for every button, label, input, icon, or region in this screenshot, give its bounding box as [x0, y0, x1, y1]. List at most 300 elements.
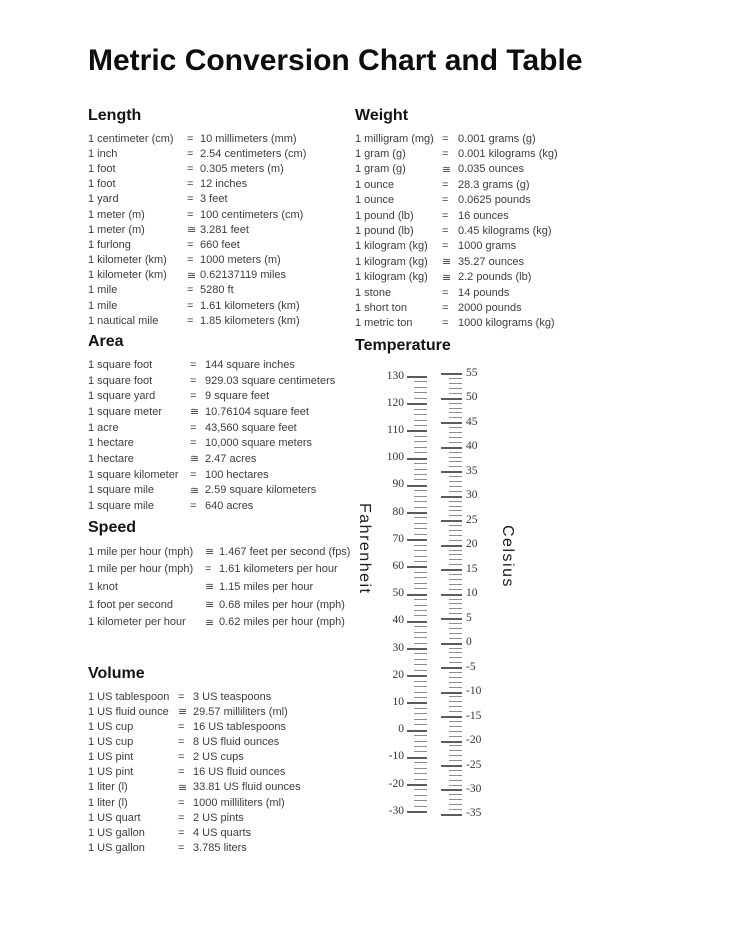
conversion-row — [88, 483, 335, 499]
tick-label-fahrenheit: -30 — [388, 804, 404, 817]
minor-tick-fahrenheit — [414, 800, 427, 801]
row-term: 1 gram (g) — [355, 163, 406, 176]
conversion-row — [88, 543, 350, 561]
major-tick-celsius — [441, 398, 462, 400]
equals-sign: = — [187, 314, 194, 327]
conversion-row — [88, 840, 301, 855]
tick-label-fahrenheit: 120 — [386, 396, 404, 409]
conversion-row — [88, 596, 350, 614]
minor-tick-celsius — [449, 736, 462, 737]
tick-label-fahrenheit: 90 — [392, 478, 404, 491]
section-volume — [88, 665, 301, 856]
major-tick-fahrenheit — [407, 376, 427, 378]
conversion-row — [88, 253, 306, 268]
minor-tick-celsius — [449, 550, 462, 551]
tick-label-fahrenheit: 40 — [392, 614, 404, 627]
minor-tick-celsius — [449, 608, 462, 609]
row-term: 1 metric ton — [355, 317, 413, 330]
conversion-row — [355, 254, 558, 269]
major-tick-celsius — [441, 716, 462, 718]
conversion-row — [355, 146, 558, 161]
conversion-row — [88, 689, 301, 704]
minor-tick-fahrenheit — [414, 686, 427, 687]
tick-label-celsius: 55 — [466, 366, 478, 379]
row-value: 0.62137119 miles — [200, 269, 287, 282]
row-term: 1 centimeter (cm) — [88, 132, 174, 145]
row-value: 3.281 feet — [200, 223, 249, 236]
conversion-row — [88, 268, 306, 283]
row-value: 3.785 liters — [193, 841, 247, 854]
row-term: 1 hectare — [88, 437, 134, 450]
minor-tick-celsius — [449, 750, 462, 751]
equals-sign: = — [178, 751, 185, 764]
equals-sign: = — [442, 178, 449, 191]
minor-tick-celsius — [449, 599, 462, 600]
tick-label-celsius: 25 — [466, 513, 478, 526]
minor-tick-celsius — [449, 648, 462, 649]
minor-tick-celsius — [449, 466, 462, 467]
major-tick-celsius — [441, 692, 462, 694]
row-term: 1 short ton — [355, 301, 407, 314]
row-term: 1 meter (m) — [88, 208, 145, 221]
minor-tick-fahrenheit — [414, 420, 427, 421]
major-tick-celsius — [441, 741, 462, 743]
row-term: 1 kilogram (kg) — [355, 255, 428, 268]
minor-tick-fahrenheit — [414, 550, 427, 551]
minor-tick-fahrenheit — [414, 469, 427, 470]
minor-tick-fahrenheit — [414, 436, 427, 437]
minor-tick-fahrenheit — [414, 659, 427, 660]
minor-tick-fahrenheit — [414, 441, 427, 442]
minor-tick-fahrenheit — [414, 507, 427, 508]
major-tick-fahrenheit — [407, 458, 427, 460]
minor-tick-fahrenheit — [414, 387, 427, 388]
major-tick-fahrenheit — [407, 648, 427, 650]
tick-label-fahrenheit: 110 — [387, 423, 404, 436]
conversion-row — [88, 177, 306, 192]
minor-tick-celsius — [449, 574, 462, 575]
tick-label-celsius: -15 — [466, 709, 482, 722]
minor-tick-celsius — [449, 491, 462, 492]
page-title: Metric Conversion Chart and Table — [88, 44, 583, 77]
minor-tick-fahrenheit — [414, 643, 427, 644]
major-tick-celsius — [441, 667, 462, 669]
row-value: 10,000 square meters — [205, 437, 313, 450]
row-term: 1 foot — [88, 162, 116, 175]
row-term: 1 square foot — [88, 358, 153, 371]
equals-sign: = — [187, 254, 194, 267]
equals-sign: = — [187, 284, 194, 297]
major-tick-celsius — [441, 496, 462, 498]
conversion-row — [88, 283, 306, 298]
equals-sign: ≅ — [205, 599, 215, 612]
minor-tick-celsius — [449, 682, 462, 683]
row-value: 929.03 square centimeters — [205, 374, 336, 387]
row-term: 1 kilometer per hour — [88, 616, 186, 629]
row-term: 1 square mile — [88, 500, 155, 513]
minor-tick-celsius — [449, 535, 462, 536]
row-value: 0.001 kilograms (kg) — [458, 148, 558, 161]
equals-sign: = — [190, 374, 197, 387]
minor-tick-celsius — [449, 775, 462, 776]
major-tick-fahrenheit — [407, 702, 427, 704]
section-temperature — [355, 337, 545, 852]
row-value: 0.68 miles per hour (mph) — [219, 598, 345, 611]
tick-label-fahrenheit: 10 — [392, 695, 404, 708]
major-tick-fahrenheit — [407, 730, 427, 732]
length-table — [88, 131, 306, 328]
row-value: 43,560 square feet — [205, 421, 297, 434]
row-value: 1000 milliliters (ml) — [193, 796, 285, 809]
row-term: 1 US fluid ounce — [88, 705, 169, 718]
conversion-row — [88, 237, 306, 252]
row-value: 2 US cups — [193, 751, 244, 764]
conversion-row — [355, 239, 558, 254]
equals-sign: = — [442, 317, 449, 330]
row-term: 1 liter (l) — [88, 796, 128, 809]
minor-tick-celsius — [449, 412, 462, 413]
tick-label-fahrenheit: 100 — [386, 451, 404, 464]
weight-heading: Weight — [355, 107, 409, 124]
equals-sign: = — [178, 766, 185, 779]
conversion-row — [88, 435, 335, 451]
tick-label-celsius: 45 — [466, 415, 478, 428]
equals-sign: ≅ — [190, 453, 200, 466]
speed-heading: Speed — [88, 519, 137, 536]
row-value: 10 millimeters (mm) — [200, 132, 297, 145]
row-value: 100 centimeters (cm) — [200, 208, 304, 221]
tick-label-celsius: -35 — [466, 807, 482, 820]
row-term: 1 square meter — [88, 405, 162, 418]
row-term: 1 US gallon — [88, 826, 145, 839]
minor-tick-celsius — [449, 677, 462, 678]
minor-tick-celsius — [449, 393, 462, 394]
row-term: 1 mile — [88, 299, 118, 312]
minor-tick-celsius — [449, 457, 462, 458]
conversion-row — [88, 451, 335, 467]
minor-tick-celsius — [449, 745, 462, 746]
conversion-row — [88, 131, 306, 146]
minor-tick-celsius — [449, 628, 462, 629]
row-value: 2.54 centimeters (cm) — [200, 147, 307, 160]
row-value: 1000 meters (m) — [200, 254, 281, 267]
conversion-row — [88, 313, 306, 328]
minor-tick-fahrenheit — [414, 632, 427, 633]
row-value: 640 acres — [205, 500, 254, 513]
minor-tick-fahrenheit — [414, 664, 427, 665]
row-term: 1 knot — [88, 580, 118, 593]
row-value: 35.27 ounces — [458, 255, 525, 268]
minor-tick-celsius — [449, 486, 462, 487]
row-term: 1 square mile — [88, 484, 155, 497]
row-value: 16 US tablespoons — [193, 720, 286, 733]
row-value: 1.61 kilometers (km) — [200, 299, 300, 312]
conversion-row — [88, 161, 306, 176]
row-term: 1 square yard — [88, 390, 156, 403]
row-term: 1 foot — [88, 178, 116, 191]
minor-tick-fahrenheit — [414, 463, 427, 464]
minor-tick-fahrenheit — [414, 692, 427, 693]
row-value: 4 US quarts — [193, 826, 252, 839]
row-value: 2.47 acres — [205, 452, 257, 465]
minor-tick-celsius — [449, 731, 462, 732]
minor-tick-fahrenheit — [414, 746, 427, 747]
conversion-row — [355, 300, 558, 315]
minor-tick-fahrenheit — [414, 719, 427, 720]
minor-tick-fahrenheit — [414, 681, 427, 682]
equals-sign: = — [190, 390, 197, 403]
minor-tick-fahrenheit — [414, 517, 427, 518]
equals-sign: ≅ — [178, 706, 188, 719]
row-value: 2.59 square kilometers — [205, 484, 317, 497]
conversion-row — [355, 131, 558, 146]
row-term: 1 kilometer (km) — [88, 269, 167, 282]
minor-tick-fahrenheit — [414, 452, 427, 453]
equals-sign: = — [178, 720, 185, 733]
minor-tick-celsius — [449, 432, 462, 433]
row-value: 5280 ft — [200, 284, 234, 297]
conversion-row — [355, 285, 558, 300]
tick-label-fahrenheit: 30 — [392, 641, 404, 654]
minor-tick-celsius — [449, 461, 462, 462]
minor-tick-fahrenheit — [414, 583, 427, 584]
equals-sign: ≅ — [205, 581, 215, 594]
equals-sign: ≅ — [442, 271, 452, 284]
conversion-row — [88, 825, 301, 840]
conversion-row — [355, 162, 558, 177]
row-term: 1 mile per hour (mph) — [88, 545, 194, 558]
tick-label-celsius: 40 — [466, 440, 478, 453]
minor-tick-celsius — [449, 530, 462, 531]
minor-tick-celsius — [449, 726, 462, 727]
equals-sign: = — [178, 690, 185, 703]
equals-sign: = — [187, 162, 194, 175]
equals-sign: = — [190, 358, 197, 371]
row-value: 33.81 US fluid ounces — [193, 781, 301, 794]
tick-label-fahrenheit: 70 — [392, 532, 404, 545]
equals-sign: = — [442, 209, 449, 222]
row-value: 1.467 feet per second (fps) — [219, 545, 351, 558]
conversion-row — [88, 498, 335, 514]
row-term: 1 hectare — [88, 452, 134, 465]
conversion-row — [88, 357, 335, 373]
row-value: 660 feet — [200, 238, 240, 251]
tick-label-fahrenheit: -20 — [388, 777, 404, 790]
conversion-row — [88, 613, 350, 631]
row-term: 1 foot per second — [88, 598, 174, 611]
row-value: 3 feet — [200, 193, 228, 206]
volume-table — [88, 689, 301, 856]
equals-sign: ≅ — [442, 256, 452, 269]
minor-tick-fahrenheit — [414, 392, 427, 393]
major-tick-fahrenheit — [407, 430, 427, 432]
row-term: 1 square foot — [88, 374, 153, 387]
minor-tick-fahrenheit — [414, 773, 427, 774]
equals-sign: ≅ — [442, 163, 452, 176]
row-term: 1 US tablespoon — [88, 690, 170, 703]
conversion-row — [88, 146, 306, 161]
minor-tick-fahrenheit — [414, 414, 427, 415]
fahrenheit-axis-label: Fahrenheit — [356, 503, 373, 595]
row-term: 1 liter (l) — [88, 781, 128, 794]
equals-sign: = — [187, 132, 194, 145]
row-term: 1 mile per hour (mph) — [88, 563, 194, 576]
minor-tick-celsius — [449, 417, 462, 418]
minor-tick-celsius — [449, 383, 462, 384]
celsius-axis-label: Celsius — [499, 525, 516, 588]
tick-label-celsius: 15 — [466, 562, 478, 575]
minor-tick-fahrenheit — [414, 561, 427, 562]
row-term: 1 US cup — [88, 720, 134, 733]
row-term: 1 US pint — [88, 766, 134, 779]
conversion-row — [88, 222, 306, 237]
row-value: 0.001 grams (g) — [458, 132, 536, 145]
minor-tick-celsius — [449, 403, 462, 404]
minor-tick-celsius — [449, 589, 462, 590]
minor-tick-celsius — [449, 476, 462, 477]
minor-tick-celsius — [449, 657, 462, 658]
minor-tick-celsius — [449, 638, 462, 639]
row-value: 144 square inches — [205, 358, 295, 371]
conversion-row — [88, 704, 301, 719]
minor-tick-celsius — [449, 579, 462, 580]
equals-sign: ≅ — [205, 546, 215, 559]
conversion-row — [355, 177, 558, 192]
minor-tick-fahrenheit — [414, 599, 427, 600]
conversion-row — [88, 388, 335, 404]
length-heading: Length — [88, 107, 142, 124]
equals-sign: = — [187, 238, 194, 251]
major-tick-fahrenheit — [407, 784, 427, 786]
tick-label-fahrenheit: -10 — [388, 750, 404, 763]
equals-sign: = — [442, 132, 449, 145]
minor-tick-celsius — [449, 706, 462, 707]
weight-table — [355, 131, 558, 331]
major-tick-celsius — [441, 765, 462, 767]
major-tick-fahrenheit — [407, 811, 427, 813]
minor-tick-fahrenheit — [414, 741, 427, 742]
major-tick-celsius — [441, 814, 462, 816]
tick-label-celsius: 20 — [466, 538, 478, 551]
minor-tick-celsius — [449, 442, 462, 443]
row-value: 2.2 pounds (lb) — [458, 271, 532, 284]
row-value: 3 US teaspoons — [193, 690, 272, 703]
tick-label-celsius: 50 — [466, 391, 478, 404]
major-tick-celsius — [441, 447, 462, 449]
minor-tick-celsius — [449, 540, 462, 541]
conversion-row — [88, 561, 350, 579]
minor-tick-celsius — [449, 525, 462, 526]
row-value: 1.15 miles per hour — [219, 580, 314, 593]
minor-tick-fahrenheit — [414, 588, 427, 589]
minor-tick-fahrenheit — [414, 789, 427, 790]
conversion-row — [355, 193, 558, 208]
equals-sign: = — [442, 148, 449, 161]
row-value: 28.3 grams (g) — [458, 178, 530, 191]
row-value: 0.45 kilograms (kg) — [458, 225, 552, 238]
conversion-row — [88, 192, 306, 207]
row-value: 0.035 ounces — [458, 163, 525, 176]
major-tick-celsius — [441, 373, 462, 375]
minor-tick-celsius — [449, 564, 462, 565]
minor-tick-fahrenheit — [414, 768, 427, 769]
row-value: 16 ounces — [458, 209, 509, 222]
equals-sign: = — [178, 826, 185, 839]
equals-sign: = — [190, 421, 197, 434]
equals-sign: = — [442, 286, 449, 299]
major-tick-fahrenheit — [407, 594, 427, 596]
row-term: 1 mile — [88, 284, 118, 297]
conversion-row — [88, 578, 350, 596]
conversion-row — [355, 223, 558, 238]
row-value: 16 US fluid ounces — [193, 766, 286, 779]
row-term: 1 ounce — [355, 194, 395, 207]
equals-sign: ≅ — [187, 269, 197, 282]
minor-tick-fahrenheit — [414, 724, 427, 725]
row-value: 0.62 miles per hour (mph) — [219, 616, 345, 629]
section-weight — [355, 107, 558, 331]
minor-tick-fahrenheit — [414, 474, 427, 475]
equals-sign: = — [442, 301, 449, 314]
minor-tick-celsius — [449, 378, 462, 379]
row-value: 2 US pints — [193, 811, 244, 824]
row-term: 1 US quart — [88, 811, 141, 824]
minor-tick-celsius — [449, 804, 462, 805]
tick-label-fahrenheit: 60 — [392, 559, 404, 572]
section-speed — [88, 519, 350, 631]
equals-sign: = — [190, 468, 197, 481]
minor-tick-celsius — [449, 701, 462, 702]
major-tick-celsius — [441, 471, 462, 473]
row-term: 1 nautical mile — [88, 314, 159, 327]
minor-tick-celsius — [449, 437, 462, 438]
row-term: 1 gram (g) — [355, 148, 406, 161]
row-value: 1000 grams — [458, 240, 517, 253]
minor-tick-celsius — [449, 794, 462, 795]
equals-sign: = — [187, 193, 194, 206]
equals-sign: = — [205, 563, 212, 576]
minor-tick-celsius — [449, 755, 462, 756]
tick-label-celsius: 10 — [466, 587, 478, 600]
minor-tick-fahrenheit — [414, 496, 427, 497]
conversion-row — [88, 298, 306, 313]
tick-label-fahrenheit: 0 — [398, 723, 404, 736]
minor-tick-celsius — [449, 672, 462, 673]
row-value: 100 hectares — [205, 468, 269, 481]
row-term: 1 kilogram (kg) — [355, 271, 428, 284]
area-table — [88, 357, 335, 514]
minor-tick-fahrenheit — [414, 556, 427, 557]
equals-sign: = — [442, 194, 449, 207]
row-term: 1 kilometer (km) — [88, 254, 167, 267]
minor-tick-celsius — [449, 613, 462, 614]
minor-tick-fahrenheit — [414, 490, 427, 491]
minor-tick-fahrenheit — [414, 572, 427, 573]
row-value: 8 US fluid ounces — [193, 735, 280, 748]
temperature-heading: Temperature — [355, 337, 451, 354]
volume-heading: Volume — [88, 665, 145, 682]
row-term: 1 pound (lb) — [355, 209, 414, 222]
minor-tick-celsius — [449, 501, 462, 502]
minor-tick-fahrenheit — [414, 528, 427, 529]
tick-label-celsius: -30 — [466, 782, 482, 795]
minor-tick-fahrenheit — [414, 735, 427, 736]
major-tick-fahrenheit — [407, 621, 427, 623]
minor-tick-celsius — [449, 408, 462, 409]
row-value: 1.85 kilometers (km) — [200, 314, 300, 327]
row-term: 1 kilogram (kg) — [355, 240, 428, 253]
major-tick-fahrenheit — [407, 485, 427, 487]
